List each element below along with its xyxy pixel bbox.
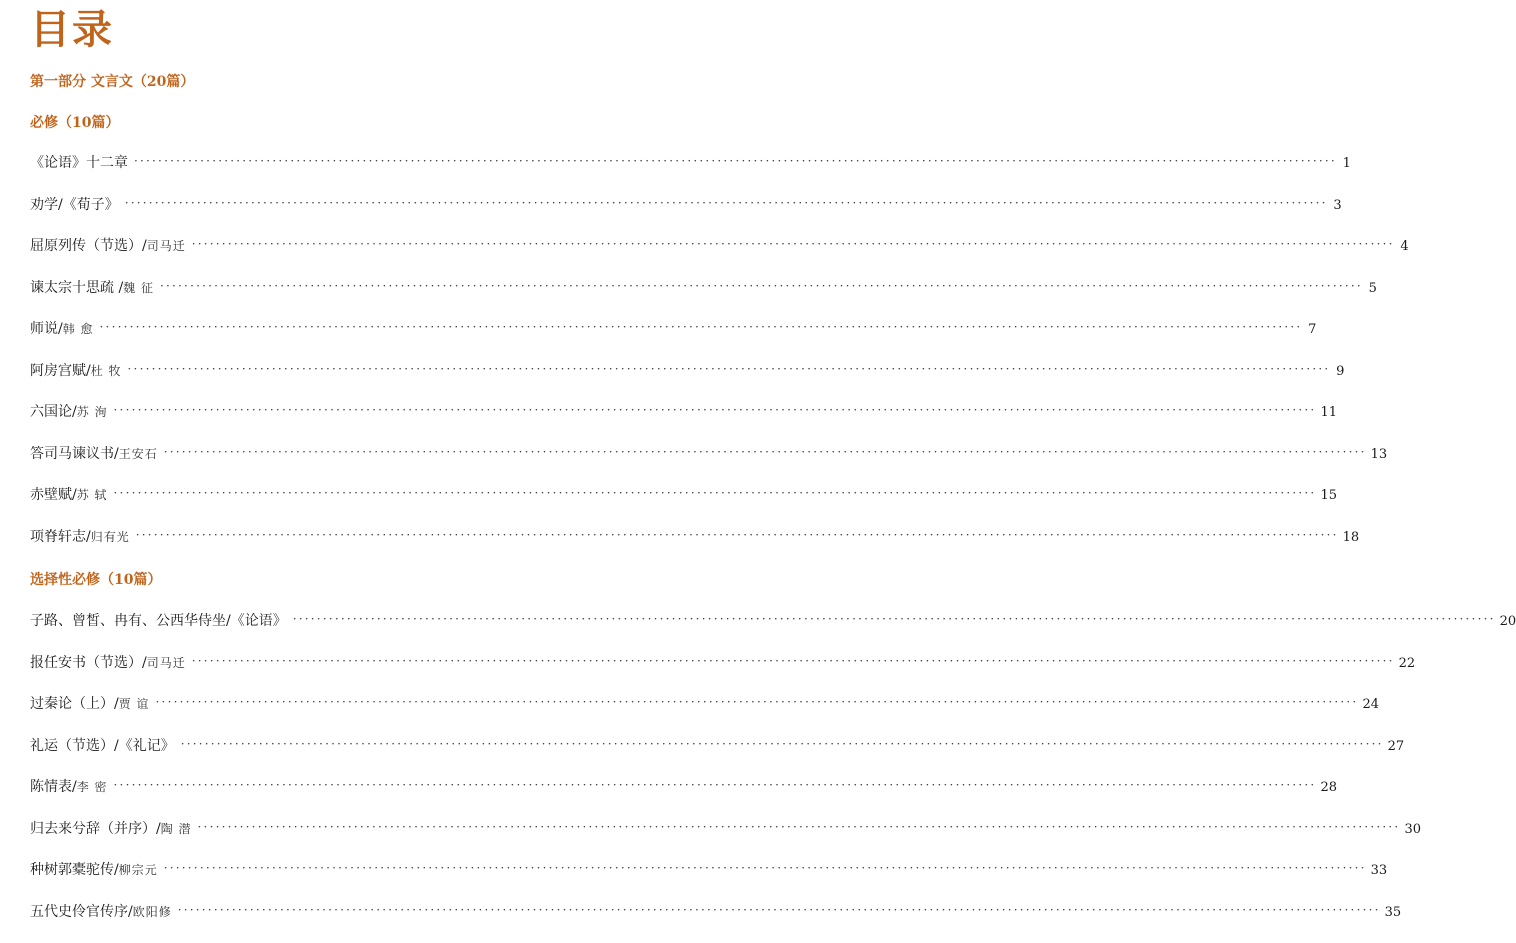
entry-title: 师说/ <box>30 319 63 339</box>
leader-dots: ········································································································································································································ <box>125 193 1328 213</box>
entry-page-number: 20 <box>1500 612 1516 632</box>
toc-entry[interactable] <box>30 444 583 486</box>
entry-page-number: 35 <box>1385 903 1402 923</box>
entry-title: 劝学/《荀子》 <box>30 195 119 215</box>
toc-entry[interactable] <box>30 819 583 861</box>
entry-author: 归有光 <box>91 527 130 547</box>
entry-author: 贾 谊 <box>119 694 150 714</box>
leader-dots: ········································································································································································································ <box>164 442 1367 462</box>
entry-page-number: 22 <box>1399 654 1416 674</box>
toc-entry[interactable] <box>30 653 583 695</box>
entry-title: 《论语》十二章 <box>30 153 128 173</box>
entry-page-number: 1 <box>1341 154 1351 174</box>
entry-title: 礼运（节选）/《礼记》 <box>30 736 175 756</box>
toc-entry[interactable] <box>30 694 583 736</box>
entry-title: 屈原列传（节选）/ <box>30 236 147 256</box>
leader-dots: ········································································································································································································ <box>160 276 1363 296</box>
entry-title: 五代史伶官传序/ <box>30 902 133 922</box>
entry-author: 柳宗元 <box>119 860 158 880</box>
leader-dots: ········································································································································································································ <box>198 817 1401 837</box>
entry-author: 魏 征 <box>123 278 154 298</box>
entry-page-number: 9 <box>1334 362 1344 382</box>
toc-entry[interactable] <box>30 485 583 527</box>
entry-title: 六国论/ <box>30 402 77 422</box>
toc-entry[interactable] <box>30 361 583 403</box>
entry-page-number: 13 <box>1371 445 1388 465</box>
entry-author: 苏 轼 <box>77 485 108 505</box>
entry-title: 阿房宫赋/ <box>30 361 91 381</box>
entry-title: 归去来兮辞（并序）/ <box>30 819 161 839</box>
leader-dots: ········································································································································································································ <box>134 151 1337 171</box>
section-heading-elective: 选择性必修（10篇） <box>30 570 161 590</box>
toc-list-required <box>30 153 583 568</box>
entry-author: 陶 潜 <box>161 819 192 839</box>
leader-dots: ········································································································································································································ <box>156 692 1359 712</box>
entry-title: 报任安书（节选）/ <box>30 653 147 673</box>
leader-dots: ········································································································································································································ <box>128 359 1331 379</box>
entry-page-number: 15 <box>1320 486 1337 506</box>
entry-page-number: 18 <box>1343 528 1360 548</box>
entry-page-number: 28 <box>1320 778 1337 798</box>
leader-dots: ········································································································································································································ <box>192 234 1395 254</box>
entry-author: 欧阳修 <box>133 902 172 922</box>
page-title: 目录 <box>30 6 114 54</box>
leader-dots: ········································································································································································································ <box>114 400 1317 420</box>
entry-page-number: 11 <box>1320 403 1337 423</box>
entry-title: 答司马谏议书/ <box>30 444 119 464</box>
toc-entry[interactable] <box>30 527 583 569</box>
entry-author: 韩 愈 <box>63 319 94 339</box>
toc-entry[interactable] <box>30 902 583 943</box>
toc-entry[interactable] <box>30 736 583 778</box>
entry-title: 赤壁赋/ <box>30 485 77 505</box>
toc-list-elective <box>30 611 583 943</box>
entry-author: 李 密 <box>77 777 108 797</box>
entry-author: 王安石 <box>119 444 158 464</box>
toc-entry[interactable] <box>30 611 583 653</box>
leader-dots: ········································································································································································································ <box>192 651 1395 671</box>
entry-page-number: 24 <box>1362 695 1379 715</box>
leader-dots: ········································································································································································································ <box>178 900 1381 920</box>
entry-page-number: 5 <box>1367 279 1377 299</box>
toc-entry[interactable] <box>30 195 583 237</box>
entry-title: 谏太宗十思疏 / <box>30 278 123 298</box>
entry-page-number: 27 <box>1388 737 1405 757</box>
entry-page-number: 3 <box>1332 196 1342 216</box>
leader-dots: ········································································································································································································ <box>293 609 1496 629</box>
toc-entry[interactable] <box>30 236 583 278</box>
entry-author: 杜 牧 <box>91 361 122 381</box>
entry-title: 陈情表/ <box>30 777 77 797</box>
entry-page-number: 4 <box>1399 237 1409 257</box>
entry-title: 过秦论（上）/ <box>30 694 119 714</box>
entry-page-number: 7 <box>1306 320 1316 340</box>
entry-author: 司马迁 <box>147 653 186 673</box>
entry-page-number: 33 <box>1371 861 1388 881</box>
part-heading: 第一部分 文言文（20篇） <box>30 72 194 92</box>
toc-entry[interactable] <box>30 278 583 320</box>
section-heading-required: 必修（10篇） <box>30 113 119 133</box>
toc-entry[interactable] <box>30 777 583 819</box>
entry-title: 子路、曾皙、冉有、公西华侍坐/《论语》 <box>30 611 287 631</box>
leader-dots: ········································································································································································································ <box>100 317 1303 337</box>
toc-entry[interactable] <box>30 402 583 444</box>
entry-title: 种树郭橐驼传/ <box>30 860 119 880</box>
toc-entry[interactable] <box>30 153 583 195</box>
entry-author: 苏 洵 <box>77 402 108 422</box>
leader-dots: ········································································································································································································ <box>114 775 1317 795</box>
toc-entry[interactable] <box>30 319 583 361</box>
toc-entry[interactable] <box>30 860 583 902</box>
entry-page-number: 30 <box>1404 820 1421 840</box>
leader-dots: ········································································································································································································ <box>181 734 1384 754</box>
leader-dots: ········································································································································································································ <box>164 858 1367 878</box>
leader-dots: ········································································································································································································ <box>136 525 1339 545</box>
entry-author: 司马迁 <box>147 236 186 256</box>
leader-dots: ········································································································································································································ <box>114 483 1317 503</box>
entry-title: 项脊轩志/ <box>30 527 91 547</box>
